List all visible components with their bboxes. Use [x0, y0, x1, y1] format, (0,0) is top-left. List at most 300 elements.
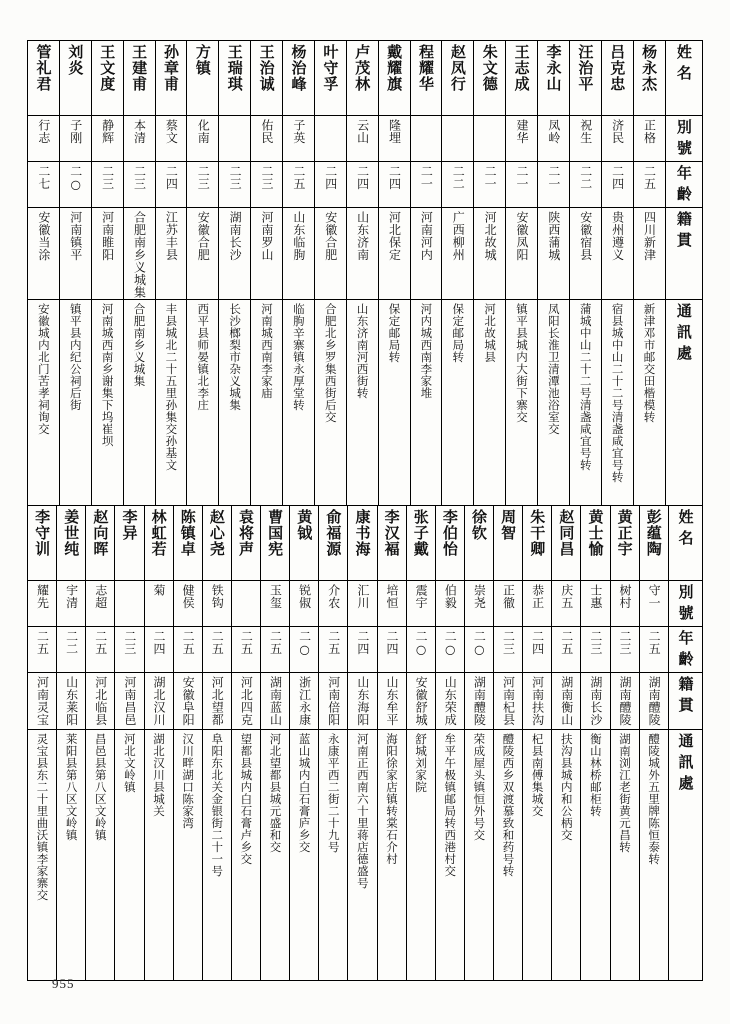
- cell-text-name: 赵同昌: [557, 509, 576, 557]
- cell-text-address: 醴陵西乡双渡慕致和药号转: [501, 733, 516, 877]
- cell-alias: [251, 116, 283, 162]
- cell-text-alias: 本清: [132, 119, 147, 144]
- cell-origin: [123, 208, 155, 300]
- cell-address: [144, 730, 173, 981]
- cell-age: [155, 162, 187, 208]
- cell-text-alias: 庆五: [559, 584, 574, 609]
- cell-address: [86, 730, 115, 981]
- cell-text-age: 二三: [618, 630, 633, 655]
- cell-text-name: 李异: [120, 509, 139, 541]
- cell-age: [57, 627, 86, 673]
- cell-text-name: 曹国宪: [266, 509, 285, 557]
- row-header-label-address: 通訊處: [674, 302, 693, 366]
- cell-text-alias: 士惠: [588, 584, 603, 609]
- cell-age: [377, 627, 406, 673]
- cell-age: [290, 627, 319, 673]
- cell-age: [91, 162, 123, 208]
- cell-address: [435, 730, 464, 981]
- cell-text-age: 二五: [642, 165, 657, 190]
- cell-text-alias: 蔡文: [164, 119, 179, 144]
- cell-alias: [639, 581, 668, 627]
- cell-age: [406, 627, 435, 673]
- cell-age: [251, 162, 283, 208]
- cell-origin: [639, 673, 668, 730]
- cell-name: [86, 506, 115, 581]
- cell-text-name: 李守训: [33, 509, 52, 557]
- cell-address: [57, 730, 86, 981]
- cell-text-age: 二○: [297, 630, 312, 657]
- cell-text-name: 俞福源: [324, 509, 343, 557]
- cell-text-age: 二四: [385, 630, 400, 655]
- cell-text-address: 河北望都县城元盛和交: [268, 733, 283, 853]
- cell-text-origin: 河南罗山: [260, 211, 275, 261]
- cell-age: [261, 627, 290, 673]
- cell-text-alias: 伯毅: [443, 584, 458, 609]
- table-row-address: [28, 730, 703, 981]
- cell-alias: [410, 116, 442, 162]
- cell-origin: [261, 673, 290, 730]
- cell-text-address: 河南城西南乡谢集下坞崔坝: [100, 302, 115, 447]
- cell-text-address: 丰县城北二十五里孙集交孙基文: [164, 302, 179, 471]
- cell-alias: [378, 116, 410, 162]
- cell-text-alias: 正格: [642, 119, 657, 144]
- cell-text-age: 二五: [559, 630, 574, 655]
- cell-name: [155, 41, 187, 116]
- cell-text-address: 安徽城内北门苦孝祠询交: [36, 302, 51, 435]
- cell-text-alias: 锐俶: [297, 584, 312, 609]
- cell-text-address: 湖南浏江老街黄元昌转: [618, 733, 632, 853]
- cell-name: [633, 41, 665, 116]
- cell-text-age: 二三: [100, 165, 115, 190]
- cell-alias: [144, 581, 173, 627]
- cell-age: [494, 627, 523, 673]
- cell-text-origin: 河南昌邑: [122, 676, 137, 726]
- cell-origin: [494, 673, 523, 730]
- cell-name: [639, 506, 668, 581]
- row-header-label-address: 通訊處: [676, 733, 695, 796]
- cell-text-origin: 河北临县: [93, 676, 108, 726]
- row-header-name: [665, 41, 703, 116]
- page-number: 955: [52, 976, 75, 991]
- cell-text-age: 二三: [132, 165, 147, 190]
- cell-text-name: 李汉褔: [382, 509, 401, 557]
- cell-text-age: 二七: [36, 165, 51, 190]
- cell-text-age: 二○: [472, 630, 487, 657]
- cell-age: [86, 627, 115, 673]
- cell-text-name: 汪治平: [576, 44, 595, 92]
- cell-origin: [569, 208, 601, 300]
- cell-text-age: 二五: [239, 630, 254, 655]
- cell-text-origin: 安徽合肥: [323, 211, 338, 261]
- cell-text-age: 二五: [35, 630, 50, 655]
- cell-address: [610, 730, 639, 981]
- cell-text-age: 二一: [515, 165, 530, 190]
- cell-text-age: 二一: [546, 165, 561, 190]
- cell-text-name: 方镇: [193, 44, 212, 76]
- cell-text-name: 卢茂林: [353, 44, 372, 92]
- cell-age: [639, 627, 668, 673]
- cell-text-age: 二四: [152, 630, 167, 655]
- cell-name: [552, 506, 581, 581]
- row-header-alias: [668, 581, 702, 627]
- cell-origin: [86, 673, 115, 730]
- cell-alias: [155, 116, 187, 162]
- cell-name: [406, 506, 435, 581]
- cell-alias: [523, 581, 552, 627]
- roster-table-bottom: [27, 505, 703, 981]
- cell-text-name: 姜世纯: [62, 509, 81, 557]
- row-header-origin: [665, 208, 703, 300]
- cell-origin: [633, 208, 665, 300]
- cell-text-name: 彭蕴陶: [644, 509, 663, 557]
- cell-name: [115, 506, 144, 581]
- cell-text-origin: 山东临朐: [291, 211, 306, 261]
- cell-alias: [348, 581, 377, 627]
- cell-text-address: 蓝山城内白石膏庐乡交: [297, 733, 312, 853]
- cell-text-alias: 化南: [196, 119, 211, 144]
- cell-text-name: 叶守孚: [321, 44, 340, 92]
- cell-address: [377, 730, 406, 981]
- cell-text-origin: 河北故城: [483, 211, 498, 261]
- cell-name: [57, 506, 86, 581]
- cell-text-origin: 湖南长沙: [588, 676, 603, 726]
- cell-text-name: 李永山: [544, 44, 563, 92]
- cell-alias: [115, 581, 144, 627]
- cell-text-address: 西平县师晏镇北李庄: [196, 302, 211, 411]
- cell-alias: [377, 581, 406, 627]
- cell-text-age: 二五: [181, 630, 196, 655]
- row-header-label-alias: 別號: [674, 119, 693, 161]
- cell-alias: [581, 581, 610, 627]
- cell-text-address: 镇平县城内大街下寨交: [515, 302, 529, 423]
- cell-name: [410, 41, 442, 116]
- cell-age: [633, 162, 665, 208]
- cell-text-name: 袁将声: [237, 509, 256, 557]
- cell-name: [28, 506, 57, 581]
- cell-text-origin: 湖南蓝山: [268, 676, 283, 726]
- cell-text-origin: 河北四克: [239, 676, 254, 726]
- cell-name: [28, 41, 60, 116]
- cell-alias: [406, 581, 435, 627]
- cell-origin: [28, 208, 60, 300]
- cell-text-age: 二四: [323, 165, 338, 190]
- cell-text-address: 海阳徐家店镇转棠石介村: [385, 733, 399, 865]
- cell-text-age: 二二: [578, 165, 593, 190]
- cell-text-age: 二二: [64, 630, 79, 655]
- table-row-age: [28, 627, 703, 673]
- cell-origin: [506, 208, 538, 300]
- cell-name: [319, 506, 348, 581]
- row-header-label-age: 年齡: [674, 165, 693, 207]
- cell-age: [523, 627, 552, 673]
- cell-text-address: 莱阳县第八区文岭镇: [64, 733, 79, 841]
- cell-age: [319, 627, 348, 673]
- cell-text-age: 二四: [610, 165, 625, 190]
- cell-text-address: 合肥南乡义城集: [132, 302, 147, 387]
- cell-text-address: 舒城刘家院: [414, 733, 429, 793]
- cell-text-origin: 浙江永康: [297, 676, 312, 726]
- cell-text-origin: 河南扶沟: [530, 676, 545, 726]
- row-header-label-origin: 籍貫: [674, 211, 693, 253]
- cell-origin: [155, 208, 187, 300]
- cell-name: [581, 506, 610, 581]
- cell-age: [231, 627, 260, 673]
- cell-text-name: 赵心尧: [207, 509, 226, 557]
- cell-age: [474, 162, 506, 208]
- cell-text-alias: 宇清: [64, 584, 79, 609]
- table-row-origin: [28, 673, 703, 730]
- cell-text-alias: 树村: [618, 584, 633, 609]
- cell-name: [435, 506, 464, 581]
- cell-origin: [202, 673, 231, 730]
- cell-text-address: 阜阳东北关金银街二十一号: [210, 733, 225, 877]
- cell-age: [552, 627, 581, 673]
- cell-age: [123, 162, 155, 208]
- cell-alias: [231, 581, 260, 627]
- cell-text-address: 汉川畔湖口陈家湾: [181, 733, 196, 829]
- cell-origin: [435, 673, 464, 730]
- cell-text-name: 王建甫: [130, 44, 149, 92]
- cell-name: [442, 41, 474, 116]
- cell-alias: [187, 116, 219, 162]
- cell-text-alias: 济民: [610, 119, 625, 144]
- cell-origin: [378, 208, 410, 300]
- cell-origin: [410, 208, 442, 300]
- cell-address: [231, 730, 260, 981]
- cell-text-origin: 湖南醴陵: [647, 676, 662, 726]
- cell-text-origin: 安徽宿县: [578, 211, 593, 261]
- cell-text-address: 保定邮局转: [387, 302, 402, 363]
- cell-name: [91, 41, 123, 116]
- cell-text-address: 山东济南河西街转: [355, 302, 370, 399]
- cell-text-origin: 合肥南乡义城集: [132, 211, 147, 299]
- cell-text-age: 二五: [268, 630, 283, 655]
- cell-name: [144, 506, 173, 581]
- row-header-origin: [668, 673, 702, 730]
- cell-text-age: 二三: [588, 630, 603, 655]
- cell-text-address: 永康平西二街二十九号: [326, 733, 341, 853]
- cell-origin: [346, 208, 378, 300]
- cell-text-name: 杨治峰: [289, 44, 308, 92]
- cell-address: [581, 730, 610, 981]
- cell-text-origin: 四川新津: [642, 211, 657, 261]
- cell-text-alias: 介农: [326, 584, 341, 609]
- cell-alias: [569, 116, 601, 162]
- cell-address: [464, 730, 493, 981]
- roster-table-top: [27, 40, 703, 551]
- row-header-label-name: 姓名: [674, 44, 693, 86]
- cell-address: [552, 730, 581, 981]
- row-header-age: [665, 162, 703, 208]
- cell-text-age: 二二: [451, 165, 466, 190]
- cell-origin: [581, 673, 610, 730]
- cell-text-age: 二五: [647, 630, 662, 655]
- cell-age: [435, 627, 464, 673]
- cell-text-origin: 河南倍阳: [326, 676, 341, 726]
- row-header-name: [668, 506, 702, 581]
- cell-name: [346, 41, 378, 116]
- cell-text-origin: 河南睢阳: [100, 211, 115, 261]
- row-header-alias: [665, 116, 703, 162]
- cell-text-name: 赵向晖: [91, 509, 110, 557]
- cell-text-alias: 凤岭: [546, 119, 561, 144]
- row-header-label-origin: 籍貫: [676, 676, 695, 718]
- cell-text-origin: 广西柳州: [451, 211, 466, 261]
- cell-name: [474, 41, 506, 116]
- cell-name: [523, 506, 552, 581]
- cell-age: [442, 162, 474, 208]
- cell-text-address: 河北文岭镇: [122, 733, 137, 793]
- cell-age: [610, 627, 639, 673]
- cell-text-alias: 汇川: [355, 584, 370, 609]
- cell-alias: [346, 116, 378, 162]
- cell-alias: [314, 116, 346, 162]
- cell-text-age: 二○: [414, 630, 429, 657]
- cell-text-name: 王瑞琪: [225, 44, 244, 92]
- cell-alias: [86, 581, 115, 627]
- cell-age: [569, 162, 601, 208]
- cell-text-name: 朱干卿: [528, 509, 547, 557]
- cell-name: [202, 506, 231, 581]
- cell-text-name: 朱文德: [480, 44, 499, 92]
- cell-alias: [610, 581, 639, 627]
- cell-text-age: 二○: [443, 630, 458, 657]
- cell-text-alias: 建华: [515, 119, 530, 144]
- cell-alias: [494, 581, 523, 627]
- table-row-origin: [28, 208, 703, 300]
- cell-text-alias: 祝生: [578, 119, 593, 144]
- cell-text-address: 扶沟县城内和公柄交: [559, 733, 574, 841]
- cell-origin: [474, 208, 506, 300]
- cell-text-address: 长沙榔梨市杂义城集: [228, 302, 243, 411]
- cell-text-name: 张子戴: [411, 509, 430, 557]
- cell-text-name: 林虹若: [149, 509, 168, 557]
- cell-text-name: 王治诚: [257, 44, 276, 92]
- cell-origin: [144, 673, 173, 730]
- row-header-age: [668, 627, 702, 673]
- cell-alias: [28, 581, 57, 627]
- cell-age: [601, 162, 633, 208]
- cell-text-name: 黄钺: [295, 509, 314, 541]
- cell-text-age: 二三: [122, 630, 137, 655]
- cell-text-alias: 志超: [93, 584, 108, 609]
- cell-text-alias: 佑民: [260, 119, 275, 144]
- row-header-label-alias: 別號: [676, 584, 695, 626]
- cell-origin: [173, 673, 202, 730]
- cell-name: [378, 41, 410, 116]
- cell-age: [187, 162, 219, 208]
- cell-alias: [173, 581, 202, 627]
- cell-address: [173, 730, 202, 981]
- cell-alias: [59, 116, 91, 162]
- cell-age: [144, 627, 173, 673]
- cell-age: [115, 627, 144, 673]
- cell-text-address: 灵宝县东二十里曲沃镇李家寨交: [35, 733, 50, 901]
- row-header-label-name: 姓名: [676, 509, 695, 551]
- cell-name: [506, 41, 538, 116]
- cell-age: [464, 627, 493, 673]
- cell-origin: [464, 673, 493, 730]
- cell-age: [538, 162, 570, 208]
- cell-text-alias: 正徹: [501, 584, 516, 609]
- row-header-address: [668, 730, 702, 981]
- cell-name: [314, 41, 346, 116]
- cell-address: [261, 730, 290, 981]
- cell-text-origin: 河南灵宝: [35, 676, 50, 726]
- cell-text-address: 河南正西南六十里蒋店德盛号: [355, 733, 370, 889]
- cell-text-address: 保定邮局转: [451, 302, 466, 363]
- cell-age: [283, 162, 315, 208]
- cell-origin: [28, 673, 57, 730]
- cell-alias: [261, 581, 290, 627]
- cell-address: [406, 730, 435, 981]
- cell-origin: [283, 208, 315, 300]
- cell-text-alias: 子英: [291, 119, 306, 144]
- cell-age: [348, 627, 377, 673]
- cell-origin: [552, 673, 581, 730]
- cell-address: [28, 730, 57, 981]
- cell-text-age: 二三: [501, 630, 516, 655]
- cell-origin: [231, 673, 260, 730]
- cell-alias: [123, 116, 155, 162]
- cell-age: [173, 627, 202, 673]
- cell-name: [290, 506, 319, 581]
- cell-name: [123, 41, 155, 116]
- table-row-alias: [28, 116, 703, 162]
- cell-text-age: 二四: [355, 165, 370, 190]
- cell-text-name: 黄正宇: [615, 509, 634, 557]
- cell-text-age: 二三: [196, 165, 211, 190]
- cell-text-address: 宿县城中山二十二号清盏咸宜号转: [610, 302, 625, 483]
- cell-alias: [290, 581, 319, 627]
- cell-text-origin: 湖南醴陵: [618, 676, 633, 726]
- cell-text-name: 李伯怡: [440, 509, 459, 557]
- cell-text-address: 镇平县内纪公祠后街: [68, 302, 83, 411]
- cell-alias: [633, 116, 665, 162]
- cell-text-origin: 山东荣成: [443, 676, 458, 726]
- cell-text-address: 荣成屋头镇恒外号交: [472, 733, 487, 841]
- cell-text-name: 王志成: [512, 44, 531, 92]
- cell-text-name: 戴耀旗: [385, 44, 404, 92]
- cell-name: [538, 41, 570, 116]
- cell-name: [59, 41, 91, 116]
- cell-text-alias: 静辉: [100, 119, 115, 144]
- row-header-label-age: 年齡: [676, 630, 695, 672]
- cell-text-origin: 河北望都: [210, 676, 225, 726]
- cell-text-name: 周智: [499, 509, 518, 541]
- cell-text-name: 孙章甫: [162, 44, 181, 92]
- cell-alias: [435, 581, 464, 627]
- cell-text-origin: 安徽凤阳: [515, 211, 530, 261]
- cell-age: [378, 162, 410, 208]
- cell-text-address: 凤阳长淮卫清潭池浴室交: [546, 302, 561, 435]
- cell-alias: [506, 116, 538, 162]
- cell-text-origin: 湖南醴陵: [472, 676, 487, 726]
- cell-age: [28, 162, 60, 208]
- cell-name: [377, 506, 406, 581]
- cell-text-alias: 行志: [36, 119, 51, 144]
- cell-text-address: 湖北汉川县城关: [152, 733, 166, 817]
- cell-alias: [57, 581, 86, 627]
- cell-address: [115, 730, 144, 981]
- cell-alias: [601, 116, 633, 162]
- cell-alias: [552, 581, 581, 627]
- cell-text-origin: 山东海阳: [355, 676, 370, 726]
- cell-text-name: 徐钦: [470, 509, 489, 541]
- cell-text-origin: 安徽舒城: [414, 676, 429, 726]
- cell-text-origin: 山东牟平: [385, 676, 400, 726]
- cell-origin: [348, 673, 377, 730]
